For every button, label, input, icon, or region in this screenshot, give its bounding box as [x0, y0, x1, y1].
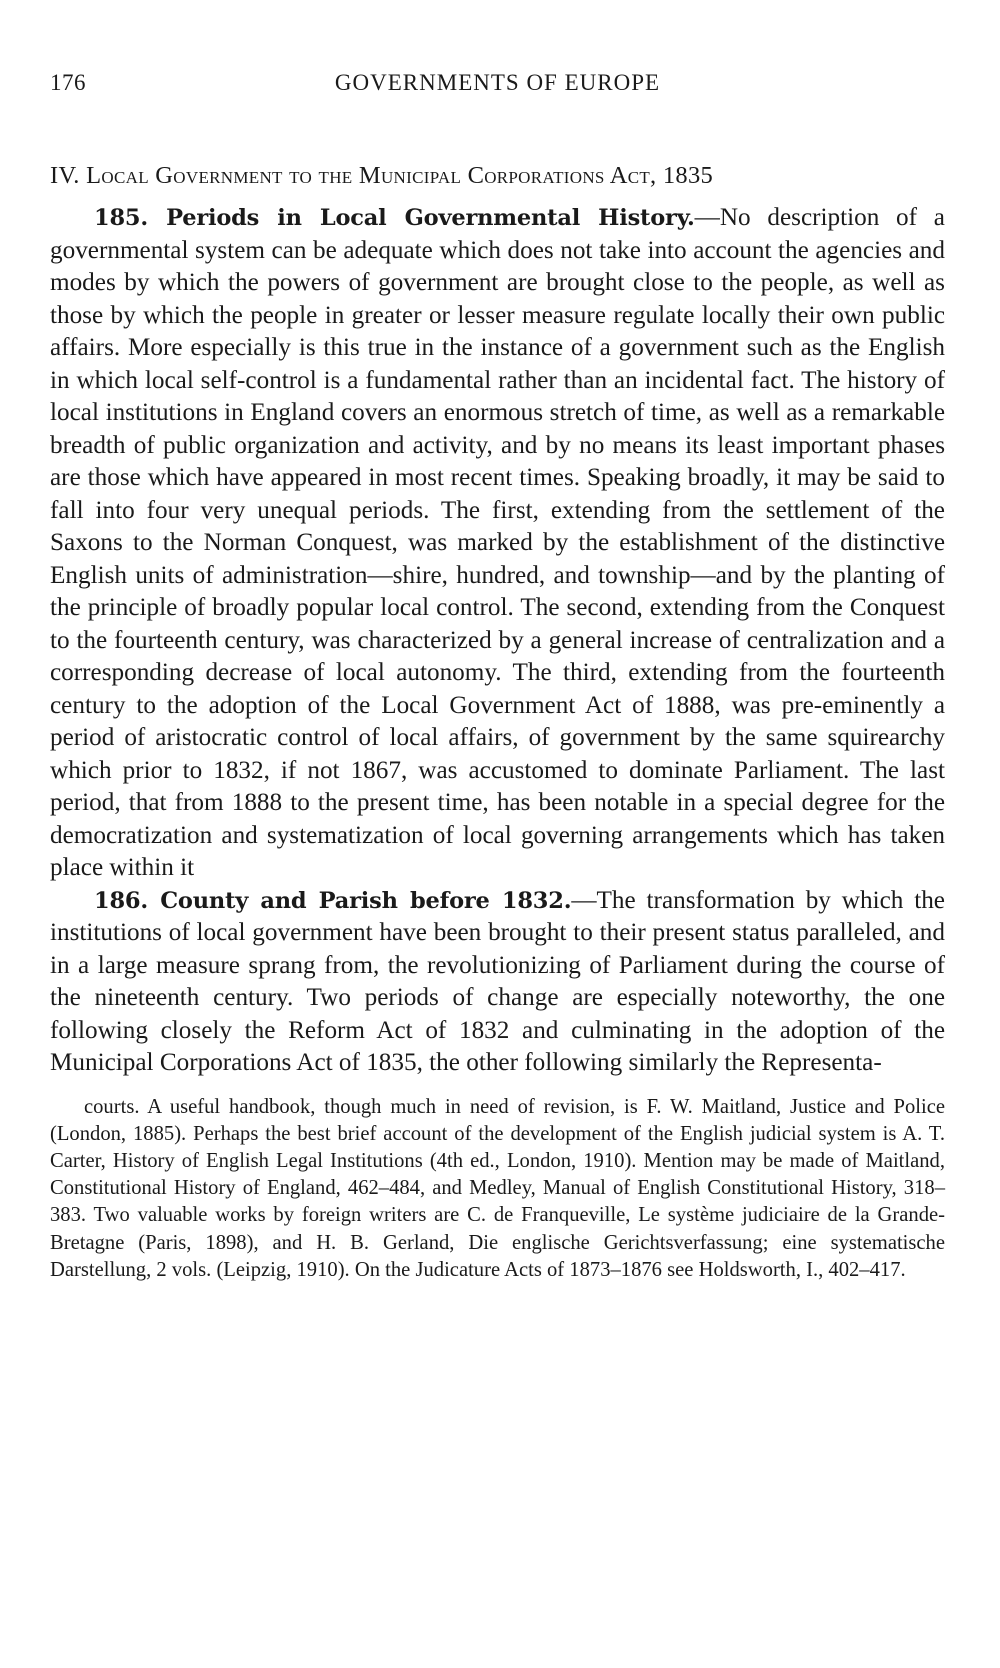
- book-page: [50, 70, 945, 1284]
- body-text: [50, 202, 945, 1080]
- paragraph-body: —The transformation by which the institutions of local government have been brought to their present status paralleled, and in a large measure sprang from, the revolutionizing of Parliament during the course of the nineteenth century. Two periods of change are especially noteworthy, the one following closely the Reform Act of 1832 and culminating in the adoption of the Municipal Corporations Act of 1835, the other following similarly the Representa-: [50, 886, 945, 1076]
- section-heading: IV. Local Government to the Municipal Corporations Act, 1835: [50, 162, 714, 189]
- paragraph-heading: 186. County and Parish before 1832.: [94, 887, 572, 914]
- footnote-continuation: courts. A useful handbook, though much in need of revision, is F. W. Maitland, Justice and Police (London, 1885). Perhaps the best brief account of the development of the English judicial system is A. T. Carter, History of English Legal Institutions (4th ed., London, 1910). Mention may be made of Maitland, Constitutional History of England, 462–484, and Medley, Manual of English Constitutional History, 318–383. Two valuable works by foreign writers are C. de Franqueville, Le système judiciaire de la Grande-Bretagne (Paris, 1898), and H. B. Gerland, Die englische Gerichtsverfassung; eine systematische Darstellung, 2 vols. (Leipzig, 1910). On the Judicature Acts of 1873–1876 see Holdsworth, I., 402–417.: [50, 1095, 945, 1281]
- paragraph-heading: 185. Periods in Local Governmental History.: [94, 205, 695, 231]
- footnote-block: [50, 1094, 945, 1284]
- paragraph-185: [50, 202, 945, 885]
- running-header: [50, 70, 945, 106]
- running-title: GOVERNMENTS OF EUROPE: [334, 70, 661, 95]
- paragraph-186: [50, 885, 945, 1080]
- page-number: 176: [50, 70, 86, 95]
- paragraph-body: —No description of a governmental system can be adequate which does not take into account the agencies and modes by which the powers of government are brought close to the people, as well as those by which the people in greater or lesser measure regulate locally their own public affairs. More especially is this true in the instance of a government such as the English in which local self-control is a fundamental rather than an incidental fact. The history of local institutions in England covers an enormous stretch of time, as well as a remarkable breadth of public organization and activity, and by no means its least important phases are those which have appeared in most recent times. Speaking broadly, it may be said to fall into four very unequal periods. The first, extending from the settlement of the Saxons to the Norman Conquest, was marked by the establishment of the distinctive English units of administration—shire, hundred, and township—and by the planting of the principle of broadly popular local control. The second, extending from the Conquest to the fourteenth century, was characterized by a general increase of centralization and a corresponding decrease of local autonomy. The third, extending from the fourteenth century to the adoption of the Local Government Act of 1888, was pre-eminently a period of aristocratic control of local affairs, of government by the same squirearchy which prior to 1832, if not 1867, was accustomed to dominate Parliament. The last period, that from 1888 to the present time, has been notable in a special degree for the democratization and systematization of local governing arrangements which has taken place within it: [50, 204, 945, 881]
